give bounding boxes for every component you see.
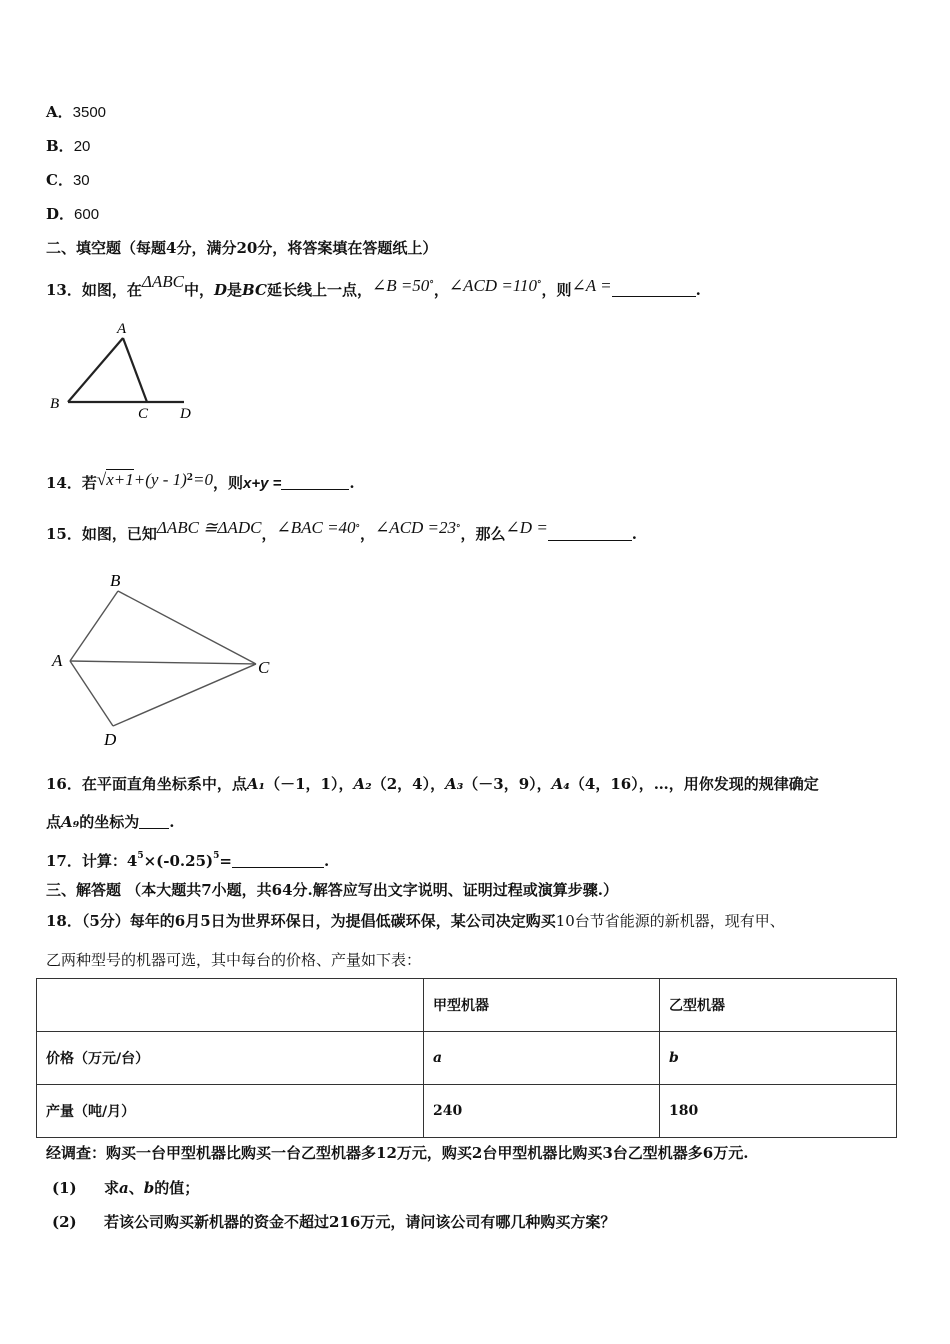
- question-13: [46, 272, 701, 300]
- q18-sub-1-number: (1): [52, 1179, 77, 1197]
- q13-text: 延长线上一点，: [266, 281, 372, 299]
- question-16: [46, 774, 819, 794]
- q17-factor: ×(-0.25): [143, 852, 214, 870]
- q16-answer-blank: [139, 814, 169, 829]
- q16-text: 在平面直角坐标系中，点: [81, 775, 247, 793]
- choice-a: [46, 102, 106, 123]
- choice-letter: D．: [46, 205, 75, 223]
- edge-ab: [70, 591, 118, 661]
- q18-var-a: a: [119, 1179, 129, 1197]
- choice-d: [46, 204, 99, 225]
- choice-c: [46, 170, 90, 191]
- choice-letter: B．: [46, 137, 74, 155]
- q14-equals: =0: [193, 470, 214, 489]
- q18-sub-2: [52, 1212, 615, 1232]
- q14-expression: +(y - 1): [133, 470, 187, 489]
- label-a: A: [117, 321, 127, 337]
- q14-text: 若: [81, 474, 97, 492]
- table-row: [37, 1085, 897, 1138]
- q17-end: .: [323, 852, 330, 870]
- q13-triangle: ΔABC: [141, 272, 184, 291]
- label-d: D: [104, 730, 117, 749]
- q15-angle-acd: ∠ACD =23: [375, 518, 457, 537]
- degree-mark: °: [355, 524, 361, 534]
- label-c: C: [258, 658, 270, 677]
- q16-end: .: [169, 813, 175, 831]
- q14-text: ，则: [213, 474, 244, 492]
- q15-end: .: [631, 525, 638, 543]
- question-18-line-2: 乙两种型号的机器可选，其中每台的价格、产量如下表：: [46, 951, 422, 969]
- q18-sub-text: 、: [128, 1179, 144, 1197]
- choice-letter: A．: [46, 103, 73, 121]
- choice-b: [46, 136, 90, 157]
- q16-coord: （4，16），…，用你发现的规律确定: [569, 775, 819, 793]
- q13-number: 13．: [46, 281, 82, 299]
- q18-text-bold: 18．（5分）每年的6月5日为世界环保日，为提倡低碳环保，某公司决定购买: [46, 912, 556, 930]
- label-b: B: [110, 571, 121, 590]
- q16-point-a2: A₂: [353, 775, 372, 793]
- q13-angle-b: ∠B =50: [371, 276, 430, 295]
- q16-text: 的坐标为: [79, 813, 140, 831]
- q13-angle-acd: ∠ACD =110: [448, 276, 538, 295]
- q16-point-a3: A₃: [445, 775, 464, 793]
- q13-end: .: [695, 281, 701, 299]
- q15-congruence: ΔABC ≅ΔADC: [156, 518, 262, 537]
- edge-ac: [70, 661, 256, 664]
- table-header-row: [37, 979, 897, 1032]
- q14-x-plus-y: x+y =: [243, 475, 282, 492]
- q16-text: 点: [46, 813, 62, 831]
- q16-point-a9: A₉: [61, 813, 80, 831]
- label-c: C: [138, 406, 149, 422]
- q17-exponent: 5: [137, 851, 144, 861]
- q16-coord: （－1，1），: [265, 775, 354, 793]
- question-16-line-2: [46, 812, 174, 832]
- q13-figure: [44, 318, 204, 428]
- choice-value: 30: [72, 172, 90, 189]
- q14-answer-blank: [281, 475, 349, 490]
- table-cell: 价格（万元/台）: [37, 1032, 424, 1085]
- choice-value: 20: [73, 138, 91, 155]
- degree-mark: °: [456, 524, 461, 534]
- q14-number: 14．: [46, 474, 82, 492]
- q15-sep: ，: [360, 525, 376, 543]
- q18-survey: 经调查：购买一台甲型机器比购买一台乙型机器多12万元，购买2台甲型机器比购买3台乙型机器多6万元.: [46, 1144, 749, 1162]
- section-3-title: 三、解答题 （本大题共7小题，共64分.解答应写出文字说明、证明过程或演算步骤.）: [46, 881, 618, 899]
- choice-value: 3500: [72, 104, 107, 121]
- edge-ad: [70, 661, 113, 726]
- q18-sub-text: 的值；: [154, 1179, 200, 1197]
- question-17: [46, 846, 329, 871]
- q16-number: 16．: [46, 775, 82, 793]
- table-cell: 180: [660, 1085, 897, 1138]
- q16-point-a1: A₁: [246, 775, 266, 793]
- q13-answer-blank: [612, 282, 696, 297]
- q16-coord: （－3，9），: [463, 775, 552, 793]
- table-row: [37, 1032, 897, 1085]
- q13-text: 如图，在: [81, 281, 142, 299]
- q15-answer-blank: [548, 526, 632, 541]
- q15-figure: [46, 568, 286, 750]
- q15-text: ，那么: [460, 525, 506, 543]
- q13-text: 中，: [183, 281, 214, 299]
- table-cell: a: [424, 1032, 660, 1085]
- label-d: D: [180, 406, 191, 422]
- q17-base: 4: [126, 852, 138, 870]
- edge-ac: [123, 338, 147, 402]
- q17-answer-blank: [232, 853, 324, 868]
- q13-text: 是: [227, 281, 243, 299]
- q18-sub-1: [52, 1178, 199, 1198]
- question-15: [46, 518, 637, 544]
- table-header: 乙型机器: [660, 979, 897, 1032]
- q15-number: 15．: [46, 525, 82, 543]
- edge-dc: [113, 664, 256, 726]
- q13-point-d: D: [214, 281, 228, 299]
- q13-segment-bc: BC: [242, 281, 267, 299]
- q16-point-a4: A₄: [551, 775, 570, 793]
- q18-var-b: b: [143, 1179, 155, 1197]
- q13-sep: ，: [433, 281, 449, 299]
- degree-mark: °: [429, 280, 434, 290]
- q15-text: 如图，已知: [81, 525, 157, 543]
- q16-coord: （2，4），: [371, 775, 446, 793]
- degree-mark: °: [537, 280, 542, 290]
- question-14: [46, 468, 355, 494]
- q17-exponent: 5: [213, 851, 220, 861]
- q17-number: 17．: [46, 852, 82, 870]
- table-cell: 240: [424, 1085, 660, 1138]
- q17-equals: =: [219, 852, 232, 870]
- choice-letter: C．: [46, 171, 73, 189]
- question-18: [46, 911, 785, 931]
- q17-text: 计算：: [81, 852, 127, 870]
- choice-value: 600: [74, 206, 100, 223]
- label-a: A: [52, 651, 63, 670]
- q14-root-sign: √: [96, 470, 107, 489]
- table-header: 甲型机器: [424, 979, 660, 1032]
- q15-angle-bac: ∠BAC =40: [276, 518, 356, 537]
- table-cell: [37, 979, 424, 1032]
- table-cell: 产量（吨/月）: [37, 1085, 424, 1138]
- edge-ba: [68, 338, 123, 402]
- q18-sub-2-number: (2): [52, 1213, 77, 1231]
- label-b: B: [50, 396, 60, 412]
- q18-sub-text: 若该公司购买新机器的资金不超过216万元，请问该公司有哪几种购买方案？: [104, 1213, 616, 1231]
- q14-radicand: x+1: [106, 470, 134, 489]
- q15-angle-d: ∠D =: [505, 518, 548, 537]
- q18-sub-text: 求: [104, 1179, 120, 1197]
- machine-table: [36, 978, 897, 1138]
- q15-sep: ，: [261, 525, 277, 543]
- q13-angle-a: ∠A =: [571, 276, 612, 295]
- section-2-title: 二、填空题（每题4分，满分20分，将答案填在答题纸上）: [46, 239, 438, 257]
- q14-square: 2: [186, 473, 194, 483]
- table-cell: b: [660, 1032, 897, 1085]
- q18-text: 10台节省能源的新机器，现有甲、: [555, 912, 785, 930]
- q13-text: ，则: [541, 281, 572, 299]
- q14-end: .: [349, 474, 355, 492]
- edge-bc: [118, 591, 256, 664]
